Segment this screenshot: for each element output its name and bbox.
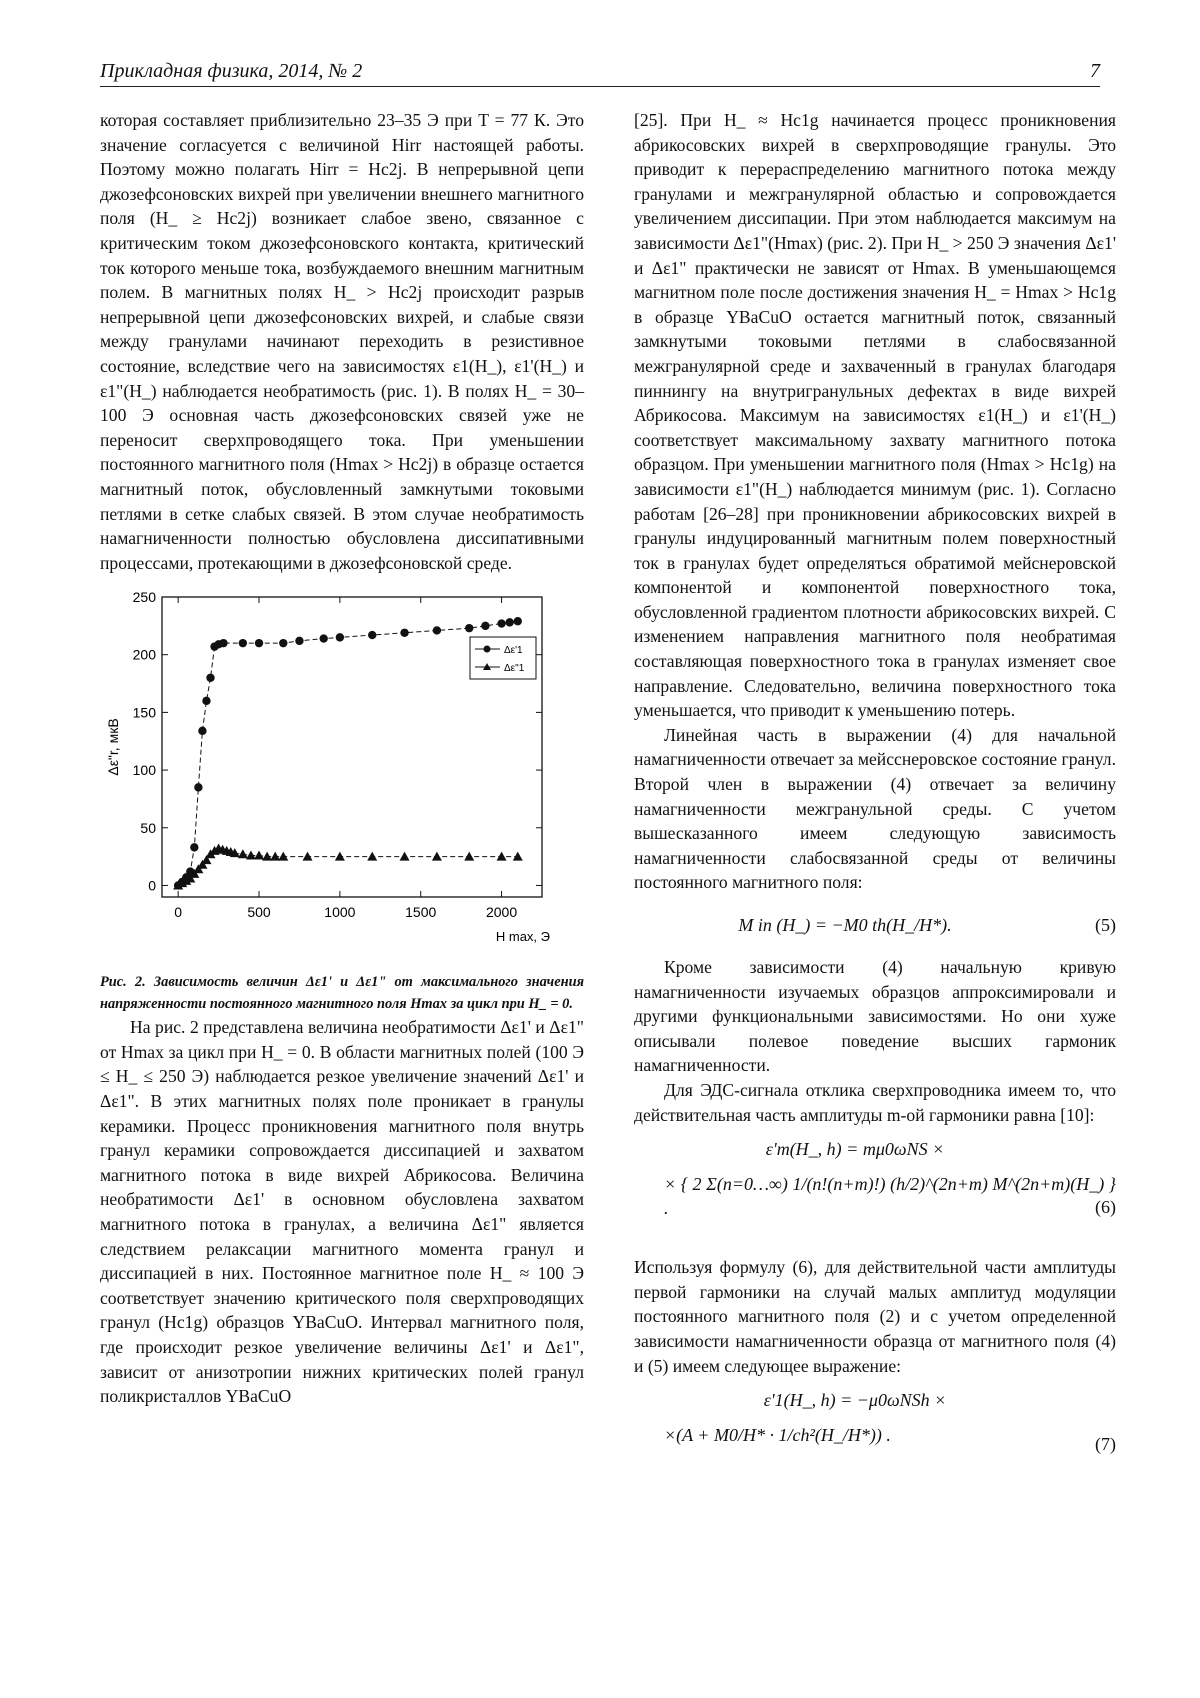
- data-point-circle: [368, 631, 376, 639]
- right-paragraph: Кроме зависимости (4) начальную кривую намагниченности изучаемых образцов аппроксимировали и другими функциональными зависимостями. Но они хуже описывали полевое поведение высших гармоник намагниченности.: [634, 957, 1116, 1076]
- formula-6-line1: ε'm(H_, h) = mμ0ωNS ×: [765, 1139, 945, 1160]
- data-point-circle: [219, 639, 227, 647]
- formula-7-number: (7): [1095, 1434, 1116, 1455]
- formula-6-line2: × { 2 Σ(n=0…∞) 1/(n!(n+m)!) (h/2)^(2n+m) M^(2n+m)(H_) } .: [664, 1173, 1116, 1219]
- y-tick-label: 250: [132, 591, 156, 606]
- left-paragraph: которая составляет приблизительно 23–35 Э при T = 77 К. Это значение согласуется с величиной Hirr настоящей работы. Поэтому можно полагать Hirr = Hc2j. В непрерывной цепи джозефсоновских вихрей при увеличении внешнего магнитного поля (H_ ≥ Hc2j) возникает слабое звено, связанное с критическим током джозефсоновского контакта, критический ток которого меньше тока, возбуждаемого внешним магнитным полем. В магнитных полях H_ > Hc2j происходит разрыв непрерывной цепи джозефсоновских вихрей, и слабые связи между гранулами начинают переходить в резистивное состояние, вследствие чего на зависимостях ε1(H_), ε1'(H_) и ε1"(H_) наблюдается необратимость (рис. 1). В полях H_ = 30–100 Э основная часть джозефсоновских связей уже не переносит сверхпроводящего тока. При уменьшении постоянного магнитного поля (Hmax > Hc2j) в образце остается магнитный поток, обусловленный замкнутыми токовыми петлями в сетке слабых связей. В этом случае необратимость намагниченности полностью обусловлена диссипативными процессами, протекающими в джозефсоновской среде.: [100, 110, 584, 573]
- data-point-triangle: [464, 852, 474, 861]
- data-point-triangle: [432, 852, 442, 861]
- data-point-circle: [514, 617, 522, 625]
- legend-box: [470, 637, 536, 679]
- data-point-circle: [433, 627, 441, 635]
- legend-label: Δε'1: [504, 645, 523, 657]
- data-point-circle: [295, 637, 303, 645]
- x-tick-label: 500: [247, 904, 271, 921]
- formula-7-line1: ε'1(H_, h) = −μ0ωNSh ×: [763, 1390, 947, 1411]
- y-tick-label: 100: [132, 762, 156, 779]
- formula-5-number: (5): [1095, 915, 1116, 935]
- data-point-triangle: [278, 852, 288, 861]
- data-point-triangle: [335, 852, 345, 861]
- journal-title: Прикладная физика, 2014, № 2: [100, 60, 363, 82]
- y-tick-label: 0: [148, 877, 156, 894]
- data-point-triangle: [254, 851, 264, 860]
- formula-7: [634, 1388, 1116, 1478]
- page-number: 7: [1090, 60, 1100, 82]
- data-point-triangle: [513, 852, 523, 861]
- formula-5: [634, 905, 1116, 945]
- right-column: [634, 108, 1116, 1488]
- data-point-circle: [320, 635, 328, 643]
- page-header: [100, 56, 1100, 87]
- data-point-triangle: [262, 852, 272, 861]
- formula-5-text: M in (H_) = −M0 th(H_/H*).: [738, 915, 952, 935]
- data-point-circle: [206, 674, 214, 682]
- right-paragraph: [25]. При H_ ≈ Hc1g начинается процесс проникновения абрикосовских вихрей в сверхпроводящие гранулы. Это приводит к перераспределению магнитного потока между гранулами и межгранулярной областью и сопровождается увеличением диссипации. При этом наблюдается максимум на зависимости Δε1"(Hmax) (рис. 2). При H_ > 250 Э значения Δε1' и Δε1" практически не зависят от Hmax. В уменьшающемся магнитном поле после достижения значения H_ = Hmax > Hc1g в образце YBaCuO остается магнитный поток, связанный замкнутыми токовыми петлями в слабосвязанной межгранулярной среде и захваченный в гранулах благодаря пиннингу на внутригранульных дефектах в виде вихрей Абрикосова. Максимум на зависимостях ε1(H_) и ε1'(H_) соответствует максимальному захвату магнитного потока образцом. При уменьшении магнитного поля (Hmax > Hc1g) на зависимости ε1"(H_) наблюдается минимум (рис. 1). Согласно работам [26–28] при проникновении абрикосовских вихрей в гранулы индуцированный магнитным полем поверхностный ток в гранулах будет определяться обратимой мейснеровской компонентой и компонентой поверхностного тока, обусловленной градиентом плотности абрикосовских вихрей. С изменением направления магнитного поля необратимая составляющая поверхностного тока в гранулах изменяет свое направление. Следовательно, величина поверхностного тока уменьшается, что приводит к уменьшению потерь.: [634, 110, 1116, 721]
- data-point-circle: [279, 639, 287, 647]
- y-tick-label: 50: [140, 820, 156, 837]
- figure-2: [100, 591, 584, 971]
- x-axis-label: H max, Э: [495, 929, 550, 945]
- data-point-circle: [497, 620, 505, 628]
- right-paragraph: Линейная часть в выражении (4) для начальной намагниченности отвечает за мейсснеровское состояние гранул. Второй член в выражении (4) отвечает за величину намагниченности межгранульной среды. С учетом вышесказанного имеем следующую зависимость намагниченности слабосвязанной среды от величины постоянного магнитного поля:: [634, 724, 1116, 893]
- data-point-circle: [194, 783, 202, 791]
- data-point-circle: [400, 629, 408, 637]
- data-point-triangle: [270, 852, 280, 861]
- y-tick-label: 200: [132, 646, 156, 663]
- data-point-triangle: [400, 852, 410, 861]
- x-tick-label: 1000: [324, 904, 356, 921]
- x-tick-label: 2000: [485, 904, 518, 921]
- legend-label: Δε"1: [504, 663, 525, 675]
- left-column: [100, 108, 584, 1409]
- formula-6-number: (6): [1095, 1197, 1116, 1218]
- data-point-circle: [190, 843, 198, 851]
- chart: [100, 591, 584, 971]
- x-tick-label: 0: [174, 904, 183, 921]
- x-tick-label: 1500: [405, 904, 437, 921]
- data-point-circle: [481, 622, 489, 630]
- y-axis-label: Δε"r, мкВ: [105, 718, 121, 776]
- series-line-0: [178, 622, 518, 886]
- right-paragraph: Используя формулу (6), для действительной части амплитуды первой гармоники на случай малых амплитуд модуляции постоянного магнитного поля (2) и с учетом определенной зависимости намагниченности образца от магнитного поля (4) и (5) имеем следующее выражение:: [634, 1257, 1116, 1376]
- data-point-circle: [336, 633, 344, 641]
- formula-7-line2: ×(A + M0/H* · 1/ch²(H_/H*)) .: [664, 1424, 891, 1445]
- data-point-circle: [465, 624, 473, 632]
- data-point-circle: [198, 727, 206, 735]
- y-tick-label: 150: [132, 704, 156, 721]
- left-paragraph-after: На рис. 2 представлена величина необратимости Δε1' и Δε1" от Hmax за цикл при H_ = 0. В области магнитных полей (100 Э ≤ H_ ≤ 250 Э) наблюдается резкое увеличение значений Δε1' и Δε1". В этих магнитных полях поле проникает в гранулы керамики. Процесс проникновения магнитного поля внутрь гранул керамики сопровождается диссипацией и захватом магнитного потока в виде вихрей Абрикосова. Величина необратимости Δε1' в основном обусловлена захватом магнитного потока в гранулах, а величина Δε1" является следствием релаксации магнитного момента гранул и диссипацией в них. Постоянное магнитное поле H_ ≈ 100 Э соответствует значению критического поля сверхпроводящих гранул (Hc1g) образцов YBaCuO. Интервал магнитного поля, где происходит резкое увеличение величины Δε1' и Δε1", зависит от анизотропии нижних критических полей гранул поликристаллов YBaCuO: [100, 1017, 584, 1407]
- data-point-circle: [239, 639, 247, 647]
- data-point-circle: [202, 697, 210, 705]
- data-point-circle: [505, 618, 513, 626]
- data-point-triangle: [303, 852, 313, 861]
- data-point-triangle: [497, 852, 507, 861]
- data-point-circle: [255, 639, 263, 647]
- legend-marker-circle: [484, 646, 491, 653]
- figure-caption: Рис. 2. Зависимость величин Δε1' и Δε1" от максимального значения напряженности постоянного магнитного поля Hmax за цикл при H_ = 0.: [100, 974, 584, 1013]
- data-point-triangle: [367, 852, 377, 861]
- right-paragraph: Для ЭДС-сигнала отклика сверхпроводника имеем то, что действительная часть амплитуды m-ой гармоники равна [10]:: [634, 1079, 1116, 1125]
- formula-6: [634, 1137, 1116, 1245]
